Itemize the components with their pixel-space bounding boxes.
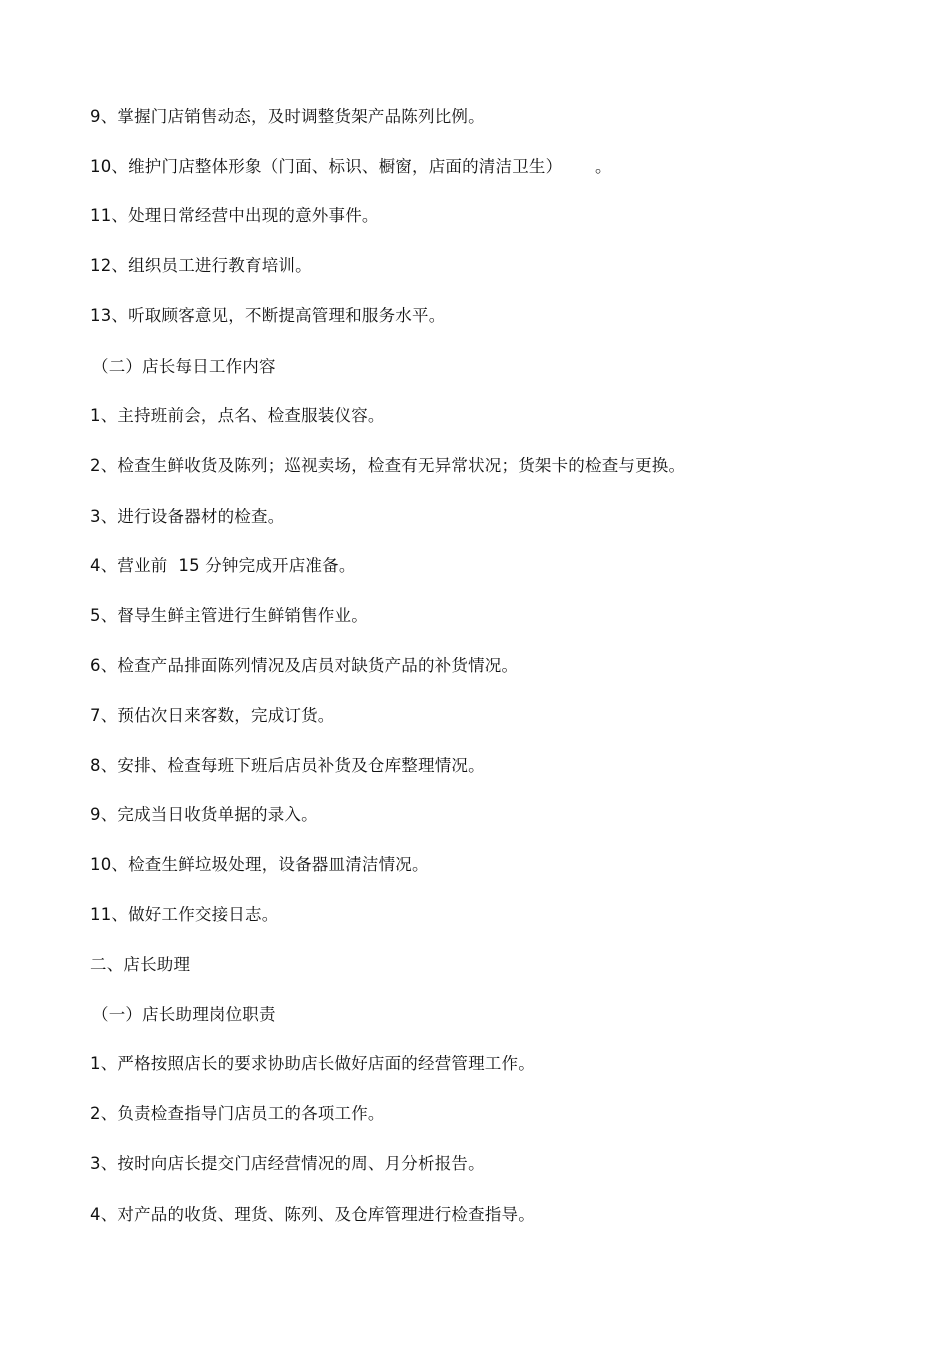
duty-item-9: 9、掌握门店销售动态，及时调整货架产品陈列比例。 <box>90 107 485 126</box>
duty-item-11: 11、处理日常经营中出现的意外事件。 <box>90 206 379 225</box>
daily-item-10: 10、检查生鲜垃圾处理，设备器皿清洁情况。 <box>90 855 429 874</box>
daily-item-11: 11、做好工作交接日志。 <box>90 905 279 924</box>
daily-item-5: 5、督导生鲜主管进行生鲜销售作业。 <box>90 606 368 625</box>
section-heading-assistant: 二、店长助理 <box>90 955 191 974</box>
daily-item-8: 8、安排、检查每班下班后店员补货及仓库整理情况。 <box>90 756 485 775</box>
section-heading-assistant-duties: （一）店长助理岗位职责 <box>92 1005 276 1024</box>
daily-item-3: 3、进行设备器材的检查。 <box>90 507 285 526</box>
daily-item-9: 9、完成当日收货单据的录入。 <box>90 805 318 824</box>
assistant-item-4: 4、对产品的收货、理货、陈列、及仓库管理进行检查指导。 <box>90 1205 535 1224</box>
daily-item-4: 4、营业前 15 分钟完成开店准备。 <box>90 556 356 575</box>
assistant-item-3: 3、按时向店长提交门店经营情况的周、月分析报告。 <box>90 1154 485 1173</box>
daily-item-2: 2、检查生鲜收货及陈列；巡视卖场，检查有无异常状况；货架卡的检查与更换。 <box>90 456 686 475</box>
duty-item-13: 13、听取顾客意见，不断提高管理和服务水平。 <box>90 306 446 325</box>
daily-item-1: 1、主持班前会，点名、检查服装仪容。 <box>90 406 385 425</box>
duty-item-10: 10、维护门店整体形象（门面、标识、橱窗，店面的清洁卫生） 。 <box>90 157 612 176</box>
assistant-item-1: 1、严格按照店长的要求协助店长做好店面的经营管理工作。 <box>90 1054 535 1073</box>
daily-item-6: 6、检查产品排面陈列情况及店员对缺货产品的补货情况。 <box>90 656 519 675</box>
section-heading-daily-work: （二）店长每日工作内容 <box>92 357 276 376</box>
daily-item-7: 7、预估次日来客数，完成订货。 <box>90 706 335 725</box>
duty-item-12: 12、组织员工进行教育培训。 <box>90 256 312 275</box>
assistant-item-2: 2、负责检查指导门店员工的各项工作。 <box>90 1104 385 1123</box>
